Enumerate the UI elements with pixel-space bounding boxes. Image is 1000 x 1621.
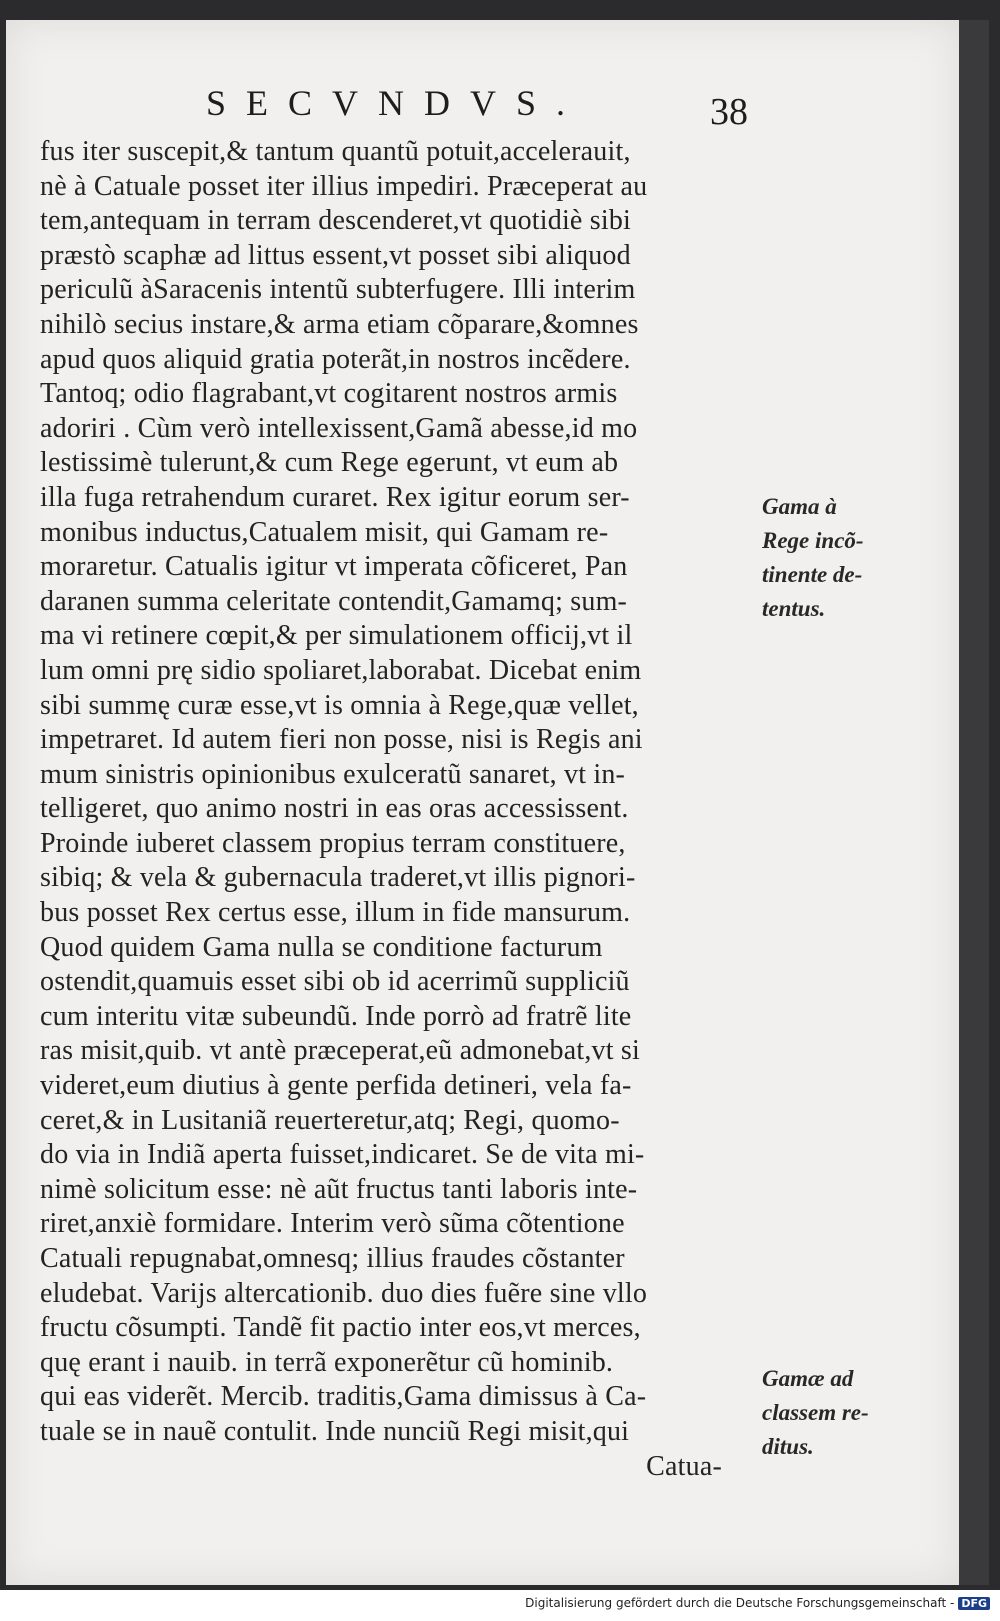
text-line: cum interitu vitæ subeundũ. Inde porrò ad fratrẽ lite [40,1000,632,1032]
text-line: lum omni prę sidio spoliaret,laborabat. Dicebat enim [40,654,642,686]
text-line: periculũ àSaracenis intentũ subterfugere. Illi interim [40,274,636,306]
text-line: sibi summę curæ esse,vt is omnia à Rege,quæ vellet, [40,689,639,721]
margin-note-line: classem re- [762,1400,869,1425]
text-line: ostendit,quamuis esset sibi ob id acerrimũ suppliciũ [40,966,630,998]
text-line: Quod quidem Gama nulla se conditione facturum [40,931,603,963]
text-line: tuale se in nauẽ contulit. Inde nunciũ Regi misit,qui [40,1415,630,1447]
text-line: impetraret. Id autem fieri non posse, nisi is Regis ani [40,724,643,756]
text-line: ras misit,quib. vt antè præceperat,eũ admonebat,vt si [40,1035,640,1067]
text-line: mum sinistris opinionibus exulceratũ sanaret, vt in- [40,758,626,790]
text-line: ma vi retinere cœpit,& per simulationem officij,vt il [40,620,633,652]
running-head: SECVNDVS. [206,83,586,123]
margin-note-line: tinente de- [762,562,863,587]
text-line: apud quos aliquid gratia poterãt,in nostros incẽdere. [40,343,631,375]
dfg-logo: DFG [958,1597,990,1610]
text-line: præstò scaphæ ad littus essent,vt posset sibi aliquod [40,239,631,271]
page-edge [959,20,989,1585]
text-line: Proinde iuberet classem propius terram constituere, [40,827,626,859]
text-line: telligeret, quo animo nostri in eas oras accessissent. [40,793,629,825]
margin-note-line: tentus. [762,596,826,621]
text-line: monibus inductus,Catualem misit, qui Gamam re- [40,516,609,548]
funding-credit-text: Digitalisierung gefördert durch die Deutsche Forschungsgemeinschaft - [525,1596,955,1610]
text-line: bus posset Rex certus esse, illum in fide mansurum. [40,897,631,929]
text-line: nimè solicitum esse: nè aũt fructus tanti laboris inte- [40,1173,638,1205]
text-line: do via in Indiã aperta fuisset,indicaret. Se de vita mi- [40,1139,645,1171]
text-line: tem,antequam in terram descenderet,vt quotidiè sibi [40,205,632,237]
text-line: nihilò secius instare,& arma etiam cõparare,&omnes [40,308,639,340]
text-line: illa fuga retrahendum curaret. Rex igitur eorum ser- [40,481,630,513]
text-line: moraretur. Catualis igitur vt imperata cõficeret, Pan [40,551,628,583]
text-line: Tantoq; odio flagrabant,vt cogitarent nostros armis [40,378,618,410]
margin-note-line: Gamæ ad [762,1366,854,1391]
margin-note-gama-detained [762,490,912,626]
book-page [6,20,959,1585]
text-line: riret,anxiè formidare. Interim verò sũma cõtentione [40,1208,625,1240]
text-line: Catuali repugnabat,omnesq; illius fraudes cõstanter [40,1243,625,1274]
text-line: quę erant i nauib. in terrã exponerẽtur cũ hominib. [40,1346,614,1378]
body-text [40,135,760,1484]
text-line: adoriri . Cùm verò intellexissent,Gamã abesse,id mo [40,412,638,444]
text-line: eludebat. Varijs altercationib. duo dies fuẽre sine vllo [40,1277,648,1309]
funding-credit [525,1596,990,1610]
text-line: fus iter suscepit,& tantum quantũ potuit,accelerauit, [40,136,631,167]
text-line: daranen summa celeritate contendit,Gamamq; sum- [40,585,628,617]
page-number: 38 [710,91,748,133]
text-line: nè à Catuale posset iter illius impediri. Præceperat au [40,170,648,202]
margin-note-gama-return [762,1362,912,1464]
margin-note-line: Rege incõ- [762,528,864,553]
margin-note-line: Gama à [762,494,837,519]
text-line: qui eas viderẽt. Mercib. traditis,Gama dimissus à Ca- [40,1381,647,1413]
text-line: ceret,& in Lusitaniã reuerteretur,atq; Regi, quomo- [40,1104,620,1136]
text-line: videret,eum diutius à gente perfida detineri, vela fa- [40,1070,632,1102]
text-line: sibiq; & vela & gubernacula traderet,vt illis pignori- [40,862,636,894]
catchword: Catua- [646,1450,722,1482]
text-line: fructu cõsumpti. Tandẽ fit pactio inter eos,vt merces, [40,1312,641,1344]
text-line: lestissimè tulerunt,& cum Rege egerunt, vt eum ab [40,447,619,479]
margin-note-line: ditus. [762,1434,814,1459]
